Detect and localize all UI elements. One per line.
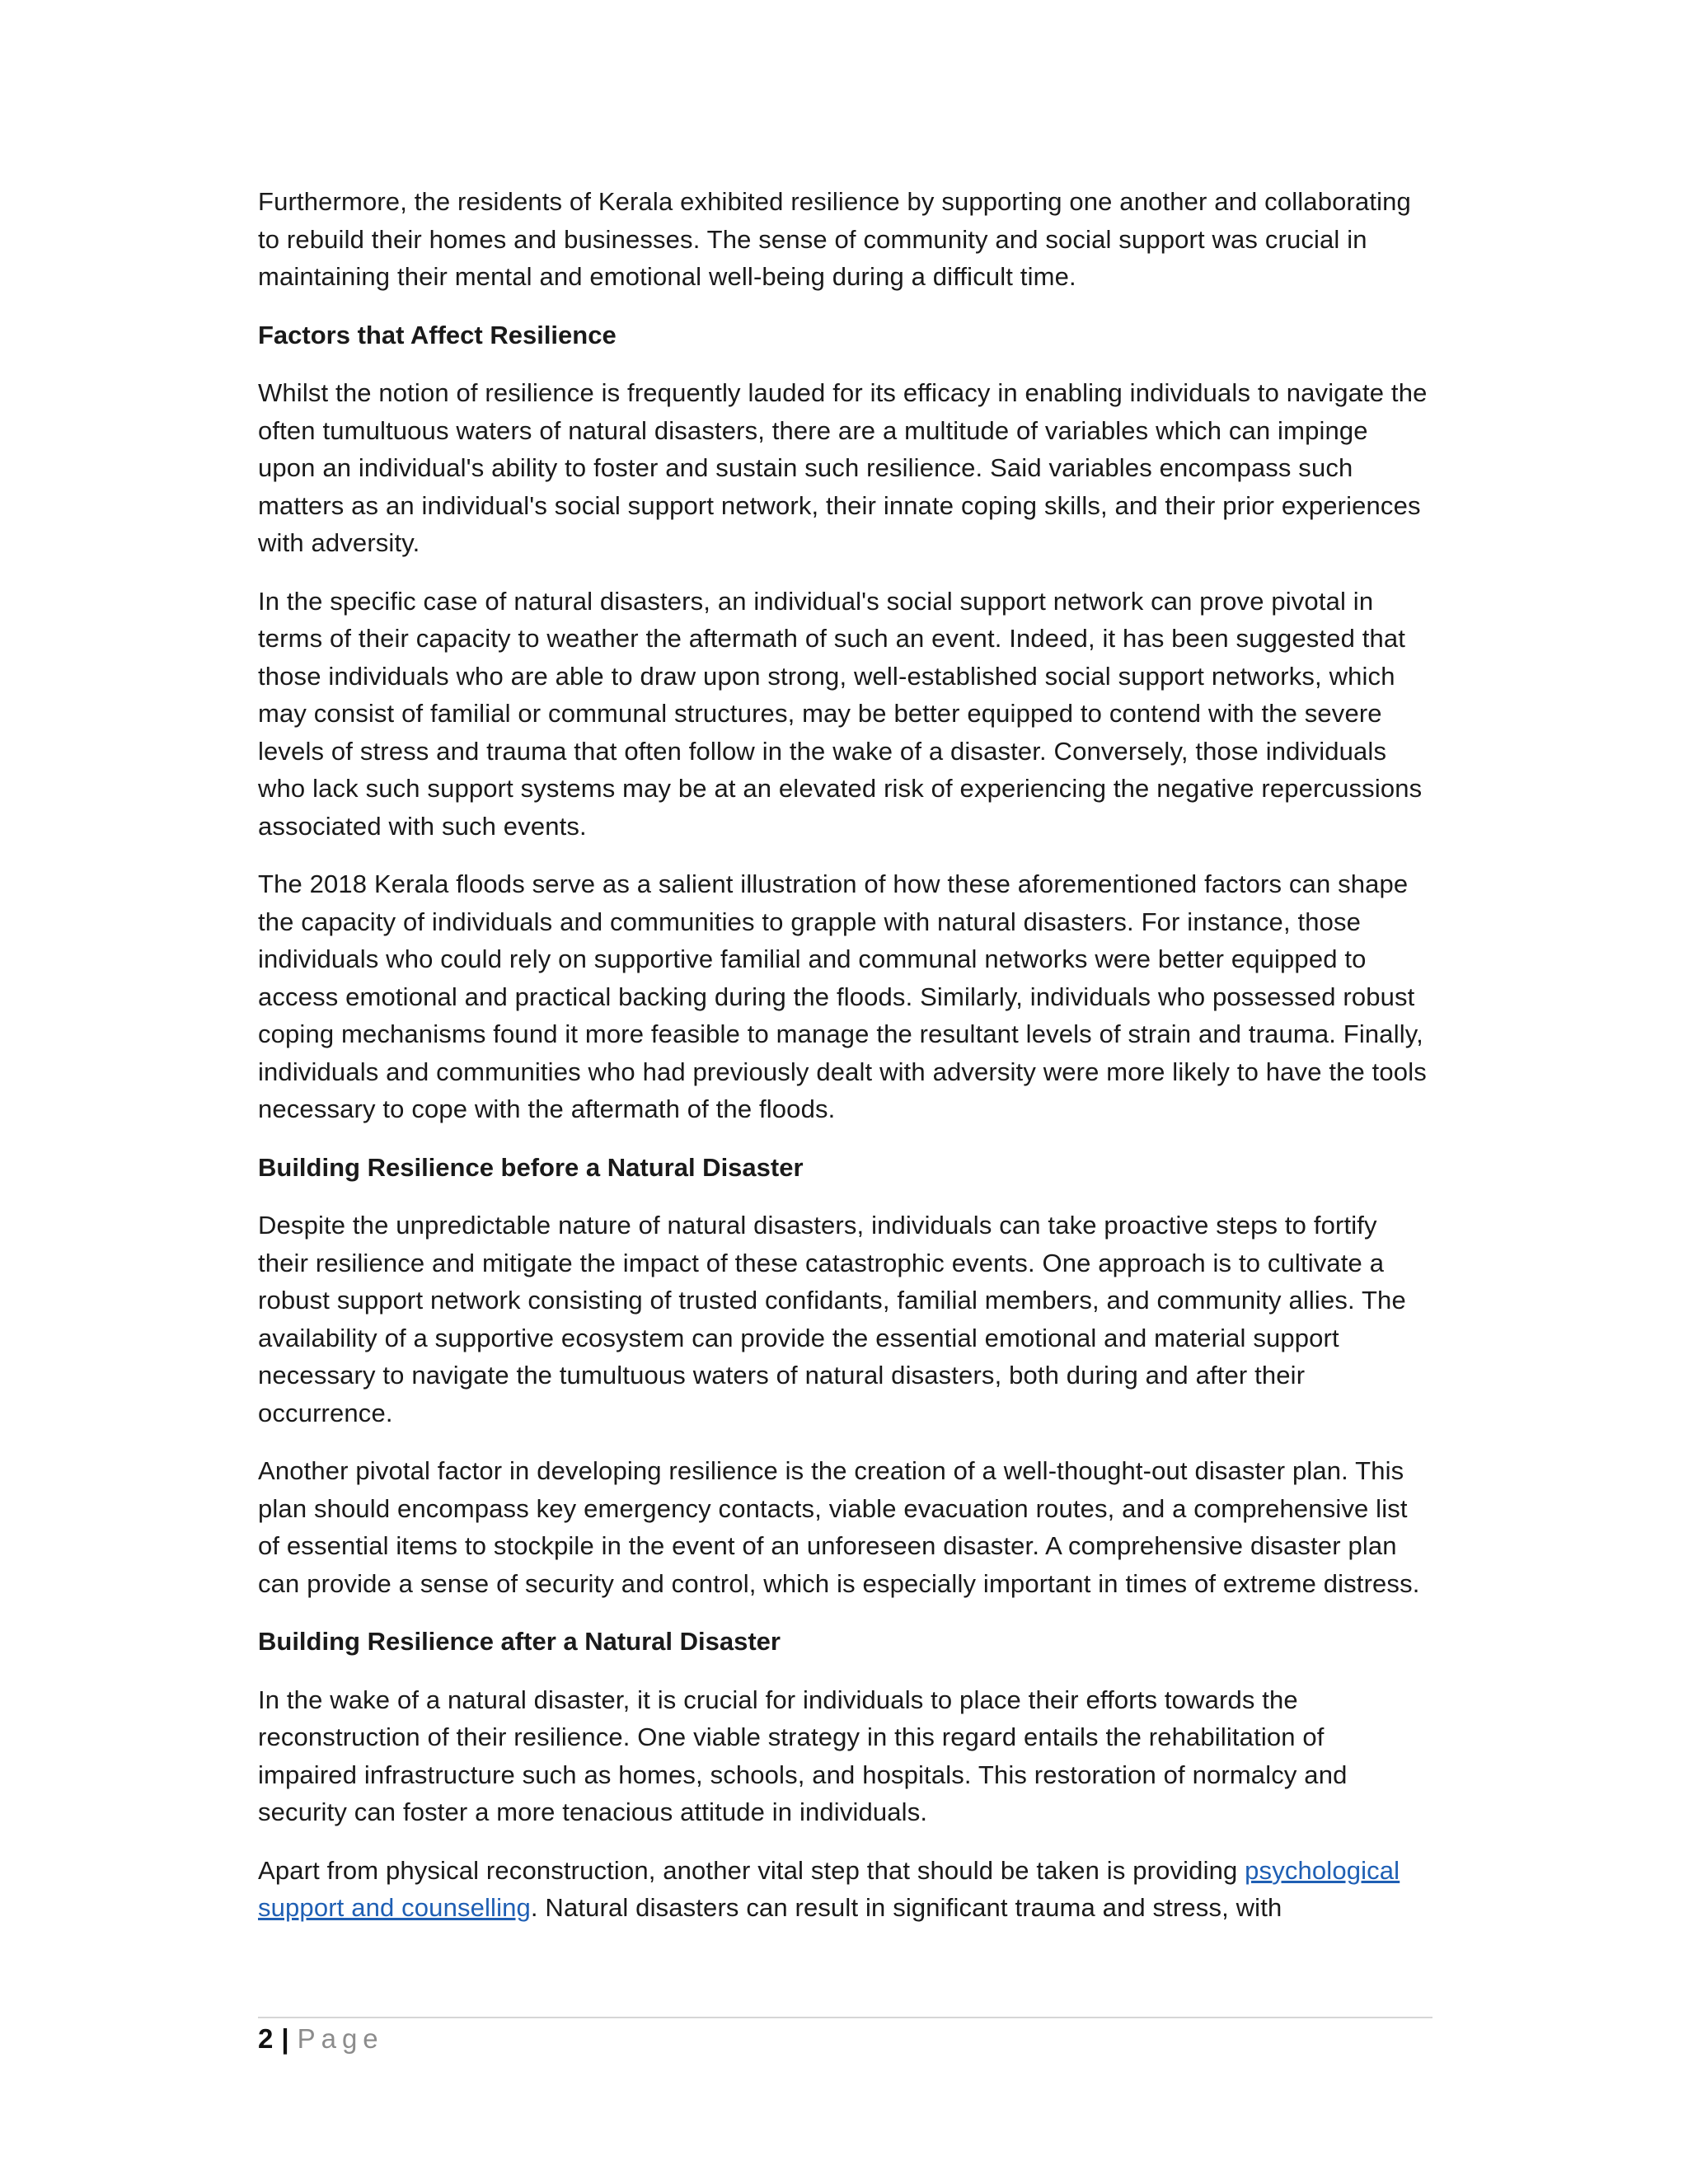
page-label: Page (297, 2023, 384, 2054)
page-footer (258, 2021, 384, 2057)
paragraph-after-1: In the wake of a natural disaster, it is crucial for individuals to place their efforts towards the reconstruction of their resilience. One viable strategy in this regard entails the rehabilitation of impaired infrastructure such as homes, schools, and hospitals. This restoration of normalcy and security can foster a more tenacious attitude in individuals. (258, 1685, 1348, 1826)
paragraph-factors-3: The 2018 Kerala floods serve as a salient illustration of how these aforementioned factors can shape the capacity of individuals and communities to grapple with natural disasters. For instance, those individuals who could rely on supportive familial and communal networks were better equipped to access emotional and practical backing during the floods. Similarly, individuals who possessed robust coping mechanisms found it more feasible to manage the resultant levels of strain and trauma. Finally, individuals and communities who had previously dealt with adversity were more likely to have the tools necessary to cope with the aftermath of the floods. (258, 869, 1427, 1123)
heading-building-resilience-before: Building Resilience before a Natural Disaster (258, 1152, 804, 1182)
paragraph-after-2-lead: Apart from physical reconstruction, another vital step that should be taken is providing (258, 1855, 1245, 1885)
paragraph-before-2: Another pivotal factor in developing resilience is the creation of a well-thought-out disaster plan. This plan should encompass key emergency contacts, viable evacuation routes, and a comprehensive list of essential items to stockpile in the event of an unforeseen disaster. A comprehensive disaster plan can provide a sense of security and control, which is especially important in times of extreme distress. (258, 1456, 1420, 1598)
intro-paragraph: Furthermore, the residents of Kerala exhibited resilience by supporting one another and collaborating to rebuild their homes and businesses. The sense of community and social support was crucial in maintaining their mental and emotional well-being during a difficult time. (258, 187, 1411, 291)
paragraph-after-2 (258, 1852, 1428, 1927)
paragraph-before-1: Despite the unpredictable nature of natural disasters, individuals can take proactive steps to fortify their resilience and mitigate the impact of these catastrophic events. One approach is to cultivate a robust support network consisting of trusted confidants, familial members, and community allies. The availability of a supportive ecosystem can provide the essential emotional and material support necessary to navigate the tumultuous waters of natural disasters, both during and after their occurrence. (258, 1211, 1406, 1427)
psychological-support-link[interactable]: psychological support and counselling (258, 1855, 1400, 1922)
document-body (258, 183, 1428, 1947)
paragraph-factors-1: Whilst the notion of resilience is frequently lauded for its efficacy in enabling individuals to navigate the often tumultuous waters of natural disasters, there are a multitude of variables which can impinge upon an individual's ability to foster and sustain such resilience. Said variables encompass such matters as an individual's social support network, their innate coping skills, and their prior experiences with adversity. (258, 378, 1428, 557)
page-number: 2 (258, 2023, 274, 2054)
heading-factors-that-affect-resilience: Factors that Affect Resilience (258, 320, 617, 349)
footer-divider (258, 2017, 1432, 2018)
paragraph-after-2-tail: . Natural disasters can result in significant trauma and stress, with (530, 1893, 1282, 1922)
heading-building-resilience-after: Building Resilience after a Natural Disaster (258, 1627, 781, 1656)
paragraph-factors-2: In the specific case of natural disasters, an individual's social support network can prove pivotal in terms of their capacity to weather the aftermath of such an event. Indeed, it has been suggested that those individuals who are able to draw upon strong, well-established social support networks, which may consist of familial or communal structures, may be better equipped to contend with the severe levels of stress and trauma that often follow in the wake of a disaster. Conversely, those individuals who lack such support systems may be at an elevated risk of experiencing the negative repercussions associated with such events. (258, 586, 1423, 841)
footer-separator: | (281, 2023, 289, 2054)
